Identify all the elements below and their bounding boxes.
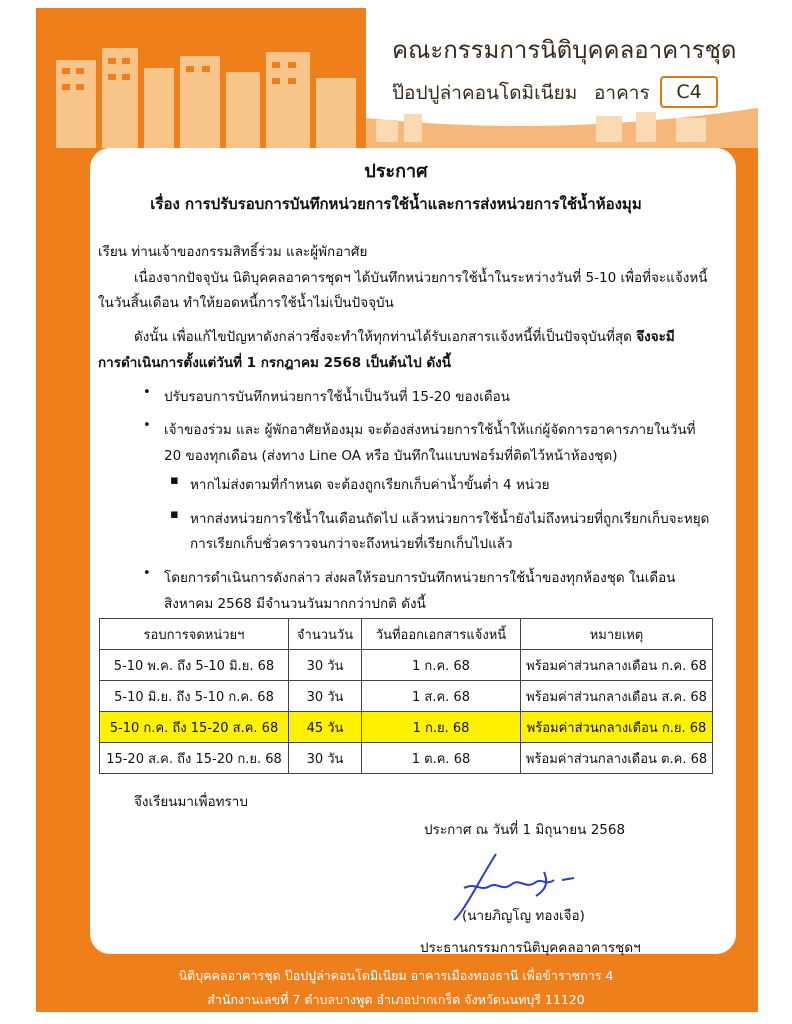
announcement-date: ประกาศ ณ วันที่ 1 มิถุนายน 2568 xyxy=(424,822,626,838)
sub-bullet-2-line-1: หากส่งหน่วยการใช้น้ำในเดือนถัดไป แล้วหน่วยการใช้น้ำยังไม่ถึงหน่วยที่ถูกเรียกเก็บจะหยุด xyxy=(190,511,710,527)
table-row xyxy=(100,743,713,774)
paragraph-2-line-2: การดำเนินการตั้งแต่วันที่ 1 กรกฎาคม 2568 เป็นต้นไป ดังนี้ xyxy=(98,355,451,371)
column-header: หมายเหตุ xyxy=(521,619,713,650)
table-cell: 5-10 ก.ค. ถึง 15-20 ส.ค. 68 xyxy=(100,712,289,743)
sub-bullet-2-line-2: การเรียกเก็บชั่วคราวจนกว่าจะถึงหน่วยที่เรียกเก็บไปแล้ว xyxy=(190,536,513,552)
building-code-badge: C4 xyxy=(660,76,718,108)
sub-bullet-1: หากไม่ส่งตามที่กำหนด จะต้องถูกเรียกเก็บค่าน้ำขั้นต่ำ 4 หน่วย xyxy=(190,477,550,493)
bullet-1: ปรับรอบการบันทึกหน่วยการใช้น้ำเป็นวันที่ 15-20 ของเดือน xyxy=(164,389,510,405)
paragraph-2-line-1 xyxy=(134,325,675,347)
table-cell: 5-10 มิ.ย. ถึง 5-10 ก.ค. 68 xyxy=(100,681,289,712)
bullet-icon: • xyxy=(143,418,151,433)
reading-schedule-table xyxy=(99,618,713,774)
bullet-2-line-2: 20 ของทุกเดือน (ส่งทาง Line OA หรือ บันทึกในแบบฟอร์มที่ติดไว้หน้าห้องชุด) xyxy=(164,448,618,464)
bullet-icon: • xyxy=(143,566,151,581)
column-header: รอบการจดหน่วยฯ xyxy=(100,619,289,650)
table-cell: 1 ต.ค. 68 xyxy=(362,743,521,774)
sub-bullet-icon: ▪ xyxy=(170,507,179,522)
table-cell: 30 วัน xyxy=(289,743,362,774)
announcement-subject: เรื่อง การปรับรอบการบันทึกหน่วยการใช้น้ำและการส่งหน่วยการใช้น้ำห้องมุม xyxy=(150,195,642,213)
table-header-row xyxy=(100,619,713,650)
bullet-2-line-1: เจ้าของร่วม และ ผู้พักอาศัยห้องมุม จะต้องส่งหน่วยการใช้น้ำให้แก่ผู้จัดการอาคารภายในวันที่ xyxy=(164,422,696,438)
table-cell: 15-20 ส.ค. ถึง 15-20 ก.ย. 68 xyxy=(100,743,289,774)
paragraph-2-text: ดังนั้น เพื่อแก้ไขปัญหาดังกล่าวซึ่งจะทำให้ทุกท่านได้รับเอกสารแจ้งหนี้ที่เป็นปัจจุบันที่สุด xyxy=(134,329,632,345)
salutation: เรียน ท่านเจ้าของกรรมสิทธิ์ร่วม และผู้พักอาศัย xyxy=(98,244,368,260)
paragraph-1-line-1: เนื่องจากปัจจุบัน นิติบุคคลอาคารชุดฯ ได้บันทึกหน่วยการใช้น้ำในระหว่างวันที่ 5-10 เพื่อที่จะแจ้งหนี้ xyxy=(134,270,708,286)
letterhead xyxy=(36,8,758,148)
table-cell: 1 ก.ย. 68 xyxy=(362,712,521,743)
table-cell: 1 ก.ค. 68 xyxy=(362,650,521,681)
table-cell: 45 วัน xyxy=(289,712,362,743)
bullet-icon: • xyxy=(143,385,151,400)
sub-bullet-icon: ▪ xyxy=(170,473,179,488)
footer-line-1: นิติบุคคลอาคารชุด ป๊อปปูล่าคอนโดมิเนียม อาคารเมืองทองธานี เพื่อข้าราชการ 4 xyxy=(178,968,614,983)
table-cell: 5-10 พ.ค. ถึง 5-10 มิ.ย. 68 xyxy=(100,650,289,681)
table-cell: พร้อมค่าส่วนกลางเดือน ก.ย. 68 xyxy=(521,712,713,743)
column-header: จำนวนวัน xyxy=(289,619,362,650)
condo-name: ป๊อปปูล่าคอนโดมิเนียม xyxy=(392,82,578,104)
committee-title: คณะกรรมการนิติบุคคลอาคารชุด xyxy=(392,36,737,64)
table-cell: 1 ส.ค. 68 xyxy=(362,681,521,712)
signer-title: ประธานกรรมการนิติบุคคลอาคารชุดฯ xyxy=(420,940,641,956)
table-cell: พร้อมค่าส่วนกลางเดือน ก.ค. 68 xyxy=(521,650,713,681)
table-cell: พร้อมค่าส่วนกลางเดือน ต.ค. 68 xyxy=(521,743,713,774)
paragraph-2-bold: จึงจะมี xyxy=(636,329,675,345)
table-row xyxy=(100,650,713,681)
building-label: อาคาร xyxy=(594,82,650,104)
table-row xyxy=(100,681,713,712)
bullet-3-line-2: สิงหาคม 2568 มีจำนวนวันมากกว่าปกติ ดังนี้ xyxy=(164,596,426,612)
table-row-highlighted xyxy=(100,712,713,743)
table-cell: พร้อมค่าส่วนกลางเดือน ส.ค. 68 xyxy=(521,681,713,712)
announcement-title: ประกาศ xyxy=(364,161,428,182)
table-cell: 30 วัน xyxy=(289,681,362,712)
paragraph-1-line-2: ในวันสิ้นเดือน ทำให้ยอดหนี้การใช้น้ำไม่เป็นปัจจุบัน xyxy=(98,295,394,311)
column-header: วันที่ออกเอกสารแจ้งหนี้ xyxy=(362,619,521,650)
signer-name: (นายภิญโญ ทองเจือ) xyxy=(462,908,585,924)
table-cell: 30 วัน xyxy=(289,650,362,681)
closing-line: จึงเรียนมาเพื่อทราบ xyxy=(134,794,248,810)
footer-line-2: สำนักงานเลขที่ 7 ตำบลบางพูด อำเภอปากเกร็ด จังหวัดนนทบุรี 11120 xyxy=(207,992,585,1007)
bullet-3-line-1: โดยการดำเนินการดังกล่าว ส่งผลให้รอบการบันทึกหน่วยการใช้น้ำของทุกห้องชุด ในเดือน xyxy=(164,570,676,586)
